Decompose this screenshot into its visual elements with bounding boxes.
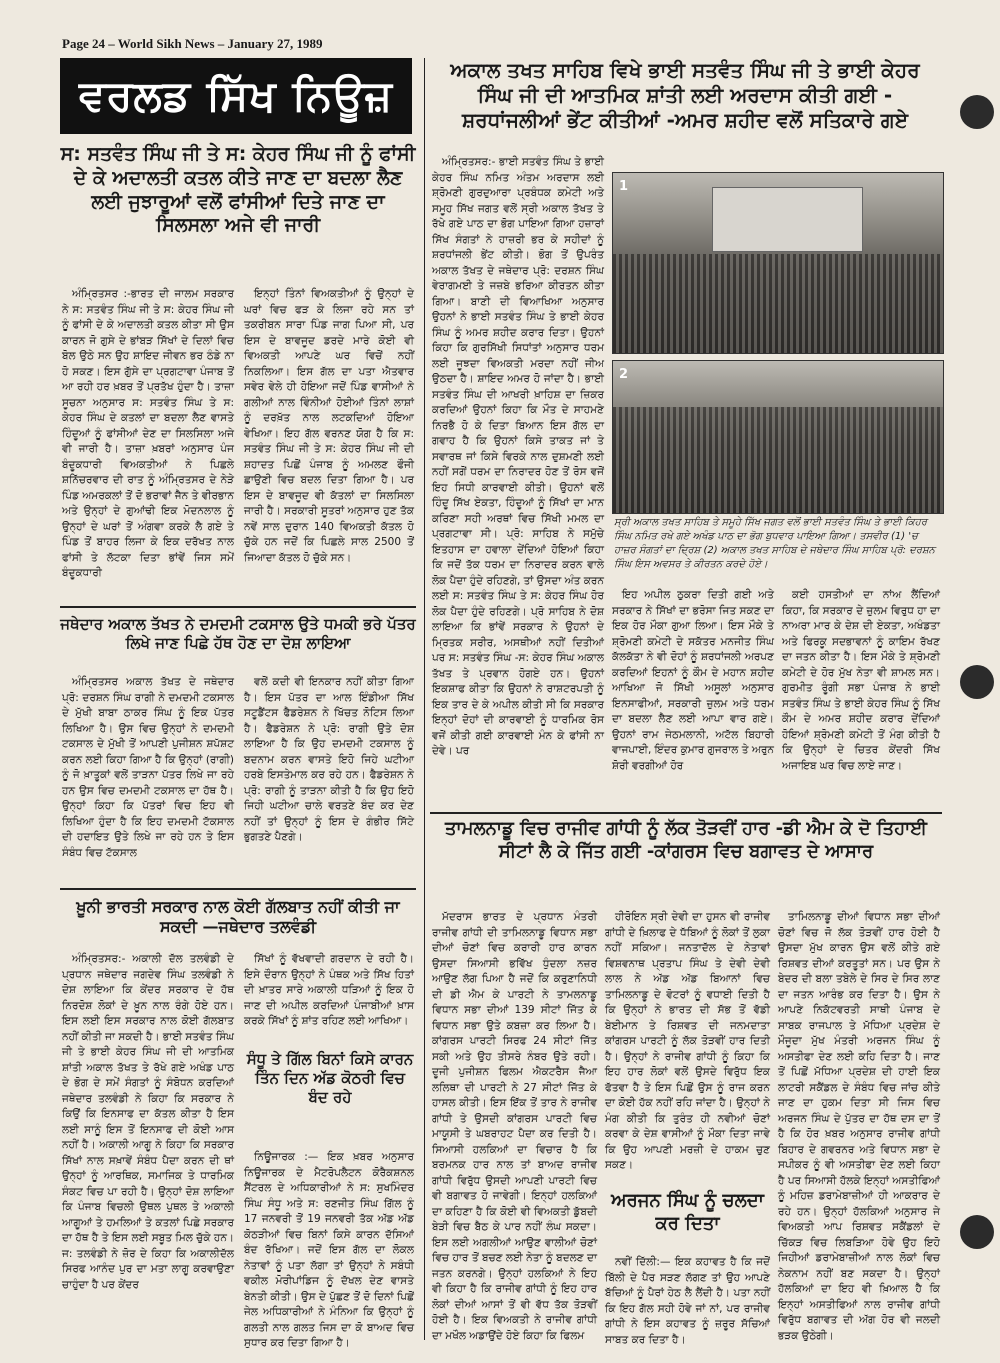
story2-col1 [62,675,234,875]
story2-col2-text: ਵਲੋਂ ਕਦੀ ਵੀ ਇਨਕਾਰ ਨਹੀਂ ਕੀਤਾ ਗਿਆ ਹੈ। ਇਸ ਪੱਤਰ ਦਾ ਆਲ ਇੰਡੀਆ ਸਿੱਖ ਸਟੂਡੈਂਟਸ ਫੈਡਰੇਸ਼ਨ ਨੇ ਖਿੱਚਤ ਨੋਟਿਸ ਲਿਆ ਹੈ। ਫੈਡਰੇਸ਼ਨ ਨੇ ਪ੍ਰੋ: ਰਾਗੀ ਉਤੇ ਦੋਸ਼ ਲਾਇਆ ਹੈ ਕਿ ਉਹ ਦਮਦਮੀ ਟਕਸਾਲ ਨੂੰ ਬਦਨਾਮ ਕਰਨ ਵਾਸਤੇ ਇਹੋ ਜਿਹੇ ਘਟੀਆ ਹਰਬੇ ਇਸਤੇਮਾਲ ਕਰ ਰਹੇ ਹਨ। ਫੈਡਰੇਸ਼ਨ ਨੇ ਪ੍ਰੋ: ਰਾਗੀ ਨੂੰ ਤਾੜਨਾ ਕੀਤੀ ਹੈ ਕਿ ਉਹ ਇਹੋ ਜਿਹੀ ਘਟੀਆ ਚਾਲੇ ਵਰਤਣੇ ਬੰਦ ਕਰ ਦੇਣ ਨਹੀਂ ਤਾਂ ਉਨ੍ਹਾਂ ਨੂੰ ਇਸ ਦੇ ਗੰਭੀਰ ਸਿੱਟੇ ਭੁਗਤਣੇ ਪੈਣਗੇ। [244,676,414,843]
photo-kirtan [612,360,944,514]
story6-col2-text: ਹੀਰੋਇਨ ਸ੍ਰੀ ਦੇਵੀ ਦਾ ਹੁਸਨ ਵੀ ਰਾਜੀਵ ਗਾਂਧੀ ਦੇ ਖ਼ਿਲਾਫ ਦੇ ਧੱਬਿਆਂ ਨੂੰ ਲੋਕਾਂ ਤੋਂ ਲੁਕਾ ਨਹੀਂ ਸਕਿਆ। ਜਨਤਾਦੱਲ ਦੇ ਨੇਤਾਵਾਂ ਵਿਸ਼ਵਨਾਥ ਪ੍ਰਤਾਪ ਸਿੰਘ ਤੇ ਦੇਵੀ ਦੇਵੀ ਲਾਲ ਨੇ ਅੱਡ ਅੱਡ ਬਿਆਨਾਂ ਵਿਚ ਤਾਮਿਲਨਾਡੂ ਦੇ ਵੋਟਰਾਂ ਨੂੰ ਵਧਾਈ ਦਿਤੀ ਹੈ ਕਿ ਉਨ੍ਹਾਂ ਨੇ ਭਾਰਤ ਦੀ ਸੱਭ ਤੋਂ ਵੱਡੀ ਬੇਈਮਾਨ ਤੇ ਰਿਸ਼ਵਤ ਦੀ ਜਨਮਦਾਤਾ ਕਾਂਗਰਸ ਪਾਰਟੀ ਨੂੰ ਲੱਕ ਤੋੜਵੀਂ ਹਾਰ ਦਿਤੀ ਹੈ। ਉਨ੍ਹਾਂ ਨੇ ਰਾਜੀਵ ਗਾਂਧੀ ਨੂੰ ਕਿਹਾ ਕਿ ਇਹ ਹਾਰ ਲੋਕਾਂ ਵਲੋਂ ਉਸਦੇ ਵਿਰੁੱਧ ਇਕ ਫੱਤਵਾ ਹੈ ਤੇ ਇਸ ਪਿਛੋਂ ਉਸ ਨੂੰ ਰਾਜ ਕਰਨ ਦਾ ਕੋਈ ਹੱਕ ਨਹੀਂ ਰਹਿ ਜਾਂਦਾ ਹੈ। ਉਨ੍ਹਾਂ ਨੇ ਮੰਗ ਕੀਤੀ ਕਿ ਤੁਰੰਤ ਹੀ ਨਵੀਆਂ ਚੋਣਾਂ ਕਰਵਾ ਕੇ ਦੇਸ਼ ਵਾਸੀਆਂ ਨੂੰ ਮੌਕਾ ਦਿਤਾ ਜਾਵੇ ਕਿ ਉਹ ਆਪਣੀ ਮਰਜ਼ੀ ਦੇ ਹਾਕਮ ਚੁਣ ਸਕਣ। [605,911,770,1171]
divider [60,606,416,608]
story1-col2 [244,287,414,589]
photo-label: 1 [619,179,629,194]
story3-col2-text: ਸਿੱਖਾਂ ਨੂੰ ਵੱਖਵਾਦੀ ਗਰਦਾਨ ਦੇ ਰਹੀ ਹੈ। ਇਸੇ ਦੌਰਾਨ ਉਨ੍ਹਾਂ ਨੇ ਪੰਥਕ ਅਤੇ ਸਿੱਖ ਹਿਤਾਂ ਦੀ ਖ਼ਾਤਰ ਸਾਰੇ ਅਕਾਲੀ ਧੜਿਆਂ ਨੂੰ ਇਕ ਹੋ ਜਾਣ ਦੀ ਅਪੀਲ ਕਰਦਿਆਂ ਪੰਜਾਬੀਆਂ ਖ਼ਾਸ ਕਰਕੇ ਸਿੱਖਾਂ ਨੂੰ ਸ਼ਾਂਤ ਰਹਿਣ ਲਈ ਆਖਿਆ। [244,953,414,1027]
story2-headline: ਜਥੇਦਾਰ ਅਕਾਲ ਤੱਖਤ ਨੇ ਦਮਦਮੀ ਟਕਸਾਲ ਉਤੇ ਧਮਕੀ ਭਰੇ ਪੱਤਰ ਲਿਖੇ ਜਾਣ ਪਿਛੇ ਹੱਥ ਹੋਣ ਦਾ ਦੋਸ਼ ਲਾਇਆ [60,615,416,652]
binder-hole [960,665,994,699]
story5-col3-text: ਕਈ ਹਸਤੀਆਂ ਦਾ ਨਾਂਅ ਲੈਂਦਿਆਂ ਕਿਹਾ, ਕਿ ਸਰਕਾਰ ਦੇ ਜ਼ੁਲਮ ਵਿਰੁਧ ਹਾ ਦਾ ਨਾਅਰਾ ਮਾਰ ਕੇ ਦੇਸ਼ ਦੀ ਏਕਤਾ, ਅਖੰਡਤਾ ਅਤੇ ਫਿਰਕੂ ਸਦਭਾਵਨਾਂ ਨੂੰ ਕਾਇਮ ਰੱਖਣ ਦਾ ਜਤਨ ਕੀਤਾ ਹੈ। ਇਸ ਮੌਕੇ ਤੇ ਸ਼੍ਰੋਮਣੀ ਕਮੇਟੀ ਦੇ ਹੋਰ ਮੁੱਖ ਨੇਤਾ ਵੀ ਸ਼ਾਮਲ ਸਨ। ਗੁਰਮੀਤ ਰੂੰਗੀ ਸਭਾ ਪੰਜਾਬ ਨੇ ਭਾਈ ਸਤਵੰਤ ਸਿੰਘ ਤੇ ਭਾਈ ਕੇਹਰ ਸਿੰਘ ਨੂੰ ਸਿੱਖ ਕੌਮ ਦੇ ਅਮਰ ਸ਼ਹੀਦ ਕਰਾਰ ਦੇਂਦਿਆਂ ਹੋਇਆਂ ਸ਼੍ਰੋਮਣੀ ਕਮੇਟੀ ਤੋਂ ਮੰਗ ਕੀਤੀ ਹੈ ਕਿ ਉਨ੍ਹਾਂ ਦੇ ਚਿਤਰ ਕੇਂਦਰੀ ਸਿੱਖ ਅਜਾਇਬ ਘਰ ਵਿਚ ਲਾਏ ਜਾਣ। [782,589,940,772]
binder-hole [960,95,994,129]
story6-col2 [605,910,770,1171]
story4-col1 [244,1150,414,1349]
binder-hole [960,1215,994,1249]
story1-col1-text: ਅੰਮ੍ਰਿਤਸਰ :-ਭਾਰਤ ਦੀ ਜਾਲਮ ਸਰਕਾਰ ਨੇ ਸ: ਸਤਵੰਤ ਸਿੰਘ ਜੀ ਤੇ ਸ: ਕੇਹਰ ਸਿੰਘ ਜੀ ਨੂੰ ਫਾਂਸੀ ਦੇ ਕੇ ਅਦਾਲਤੀ ਕਤਲ ਕੀਤਾ ਸੀ ਉਸ ਕਾਰਨ ਜੋ ਗੁਸੇ ਦੇ ਭਾਂਬੜ ਸਿੱਖਾਂ ਦੇ ਦਿਲਾਂ ਵਿਚ ਬੋਲ ਉਠੇ ਸਨ ਉਹ ਸ਼ਾਇਦ ਜੀਵਨ ਭਰ ਠੰਡੇ ਨਾ ਹੋ ਸਕਣ। ਇਸ ਗੁੱਸੇ ਦਾ ਪ੍ਰਗਟਾਵਾ ਪੰਜਾਬ ਤੋਂ ਆ ਰਹੀ ਹਰ ਖ਼ਬਰ ਤੋਂ ਪ੍ਰਤੱਖ ਹੁੰਦਾ ਹੈ। ਤਾਜ਼ਾ ਸੂਚਨਾ ਅਨੁਸਾਰ ਸ: ਸਤਵੰਤ ਸਿੰਘ ਤੇ ਸ: ਕੇਹਰ ਸਿੰਘ ਦੇ ਕਤਲਾਂ ਦਾ ਬਦਲਾ ਲੈਣ ਵਾਸਤੇ ਹਿੰਦੂਆਂ ਨੂੰ ਫਾਂਸੀਆਂ ਦੇਣ ਦਾ ਸਿਲਸਿਲਾ ਅਜੇ ਵੀ ਜਾਰੀ ਹੈ। ਤਾਜ਼ਾ ਖ਼ਬਰਾਂ ਅਨੁਸਾਰ ਪੰਜ ਬੰਦੂਕਧਾਰੀ ਵਿਅਕਤੀਆਂ ਨੇ ਪਿਛਲੇ ਸ਼ਨਿੱਚਰਵਾਰ ਦੀ ਰਾਤ ਨੂੰ ਅੰਮ੍ਰਿਤਸਰ ਦੇ ਨੇੜੇ ਪਿੰਡ ਅਮਰਕਲਾਂ ਤੋਂ ਦੋ ਭਰਾਵਾਂ ਜੈਨ ਤੇ ਵੀਰਭਾਨ ਅਤੇ ਉਨ੍ਹਾਂ ਦੇ ਗੁਆਂਢੀ ਇਕ ਮੋਦਨਲਾਲ ਨੂੰ ਉਨ੍ਹਾਂ ਦੇ ਘਰਾਂ ਤੋਂ ਅੰਗਵਾ ਕਰਕੇ ਲੈ ਗਏ ਤੇ ਪਿੰਡ ਤੋਂ ਬਾਹਰ ਲਿਜਾ ਕੇ ਇਕ ਦਰੱਖਤ ਨਾਲ ਫਾਂਸੀ ਤੇ ਲੱਟਕਾ ਦਿਤਾ ਭਾਂਵੇਂ ਜਿਸ ਸਮੇਂ ਬੰਦੂਕਧਾਰੀ [62,288,234,579]
story7-col1-text: ਨਵੀਂ ਦਿੱਲੀ:— ਇਕ ਕਹਾਵਤ ਹੈ ਕਿ ਜਦੋਂ ਬਿੱਲੀ ਦੇ ਪੈਰ ਸੜਣ ਲੱਗਣ ਤਾਂ ਉਹ ਆਪਣੇ ਬੱਚਿਆਂ ਨੂੰ ਪੈਰਾਂ ਹੇਠ ਲੈ ਲੈਂਦੀ ਹੈ। ਪਤਾ ਨਹੀਂ ਕਿ ਇਹ ਗੱਲ ਸਹੀ ਹੋਵੇ ਜਾਂ ਨਾਂ, ਪਰ ਰਾਜੀਵ ਗਾਂਧੀ ਨੇ ਇਸ ਕਹਾਵਤ ਨੂੰ ਜ਼ਰੂਰ ਸੱਚਿਆਂ ਸਾਬਤ ਕਰ ਦਿਤਾ ਹੈ। [605,1256,770,1346]
story7-headline: ਅਰਜਨ ਸਿੰਘ ਨੂੰ ਚਲਦਾ ਕਰ ਦਿਤਾ [611,1190,764,1234]
photo-label: 2 [619,367,629,382]
masthead: ਵਰਲਡ ਸਿੱਖ ਨਿਊਜ਼ [60,58,412,134]
story3-col1 [62,952,234,1340]
crowd-shape [613,254,943,353]
story5-col2-text: ਇਹ ਅਪੀਲ ਠੁਕਰਾ ਦਿਤੀ ਗਈ ਅਤੇ ਸਰਕਾਰ ਨੇ ਸਿੱਖਾਂ ਦਾ ਭਰੋਸਾ ਜਿਤ ਸਕਣ ਦਾ ਇਕ ਹੋਰ ਮੌਕਾ ਗੁਆ ਲਿਆ। ਇਸ ਮੌਕੇ ਤੇ ਸ਼੍ਰੋਮਣੀ ਕਮੇਟੀ ਦੇ ਸਕੱਤਰ ਮਨਜੀਤ ਸਿੰਘ ਕੱਲਕੱਤਾ ਨੇ ਵੀ ਦੋਹਾਂ ਨੂੰ ਸ਼ਰਧਾਂਜਲੀ ਅਰਪਣ ਕਰਦਿਆਂ ਇਹਨਾਂ ਨੂੰ ਕੌਮ ਦੇ ਮਹਾਨ ਸ਼ਹੀਦ ਆਖਿਆ ਜੋ ਸਿੱਖੀ ਅਸੂਲਾਂ ਅਨੁਸਾਰ ਇਨਸਾਫੀਆਂ, ਸਰਕਾਰੀ ਜ਼ੁਲਮ ਅਤੇ ਧਰਮ ਦਾ ਬਦਲਾ ਲੈਣ ਲਈ ਆਪਾ ਵਾਰ ਗਏ। ਉਹਨਾਂ ਰਾਮ ਜੇਠਮਲਾਨੀ, ਅਟੱਲ ਬਿਹਾਰੀ ਵਾਜਪਾਈ, ਇੰਦਰ ਕੁਮਾਰ ਗੁਜਰਾਲ ਤੇ ਅਰੁਨ ਸ਼ੋਰੀ ਵਰਗੀਆਂ ਹੋਰ [612,589,774,772]
story6-col1 [432,910,597,1340]
story2-col1-text: ਅੰਮ੍ਰਿਤਸਰ ਅਕਾਲ ਤੱਖਤ ਦੇ ਜਥੇਦਾਰ ਪ੍ਰੋ: ਦਰਸ਼ਨ ਸਿੰਘ ਰਾਗੀ ਨੇ ਦਮਦਮੀ ਟਕਸਾਲ ਦੇ ਮੁੱਖੀ ਬਾਬਾ ਠਾਕਰ ਸਿੰਘ ਨੂੰ ਇਕ ਪੱਤਰ ਲਿਖਿਆ ਹੈ। ਉਸ ਵਿਚ ਉਨ੍ਹਾਂ ਨੇ ਦਮਦਮੀ ਟਕਸਾਲ ਦੇ ਮੁੱਖੀ ਤੋਂ ਆਪਣੀ ਪੁਜੀਸ਼ਨ ਸ਼ਪੱਸ਼ਟ ਕਰਨ ਲਈ ਕਿਹਾ ਗਿਆ ਹੈ ਕਿ ਉਨ੍ਹਾਂ (ਰਾਗੀ) ਨੂੰ ਜੋ ਖ਼ਾਤੂਕਾਂ ਵਲੋਂ ਤਾੜਨਾ ਪੱਤਰ ਲਿਖੇ ਜਾ ਰਹੇ ਹਨ ਉਸ ਵਿਚ ਦਮਦਮੀ ਟਕਸਾਲ ਦਾ ਹੱਥ ਹੈ। ਉਨ੍ਹਾਂ ਕਿਹਾ ਕਿ ਪੱਤਰਾਂ ਵਿਚ ਇਹ ਵੀ ਲਿਖਿਆ ਹੁੰਦਾ ਹੈ ਕਿ ਇਹ ਦਮਦਮੀ ਟੱਕਸਾਲ ਦੀ ਹਦਾਇਤ ਉਤੇ ਲਿਖੇ ਜਾ ਰਹੇ ਹਨ ਤੇ ਇਸ ਸੰਬੰਧ ਵਿਚ ਟੱਕਸਾਲ [62,676,234,859]
story7-col1 [605,1255,770,1346]
building-shape [712,187,863,252]
story1-headline: ਸ: ਸਤਵੰਤ ਸਿੰਘ ਜੀ ਤੇ ਸ: ਕੇਹਰ ਸਿੰਘ ਜੀ ਨੂੰ ਫਾਂਸੀ ਦੇ ਕੇ ਅਦਾਲਤੀ ਕਤਲ ਕੀਤੇ ਜਾਣ ਦਾ ਬਦਲਾ ਲੈਣ ਲਈ ਜੁਝਾਰੂਆਂ ਵਲੋਂ ਫਾਂਸੀਆਂ ਦਿਤੇ ਜਾਣ ਦਾ ਸਿਲਸਲਾ ਅਜੇ ਵੀ ਜਾਰੀ [60,143,416,237]
story5-headline: ਅਕਾਲ ਤਖਤ ਸਾਹਿਬ ਵਿਖੇ ਭਾਈ ਸਤਵੰਤ ਸਿੰਘ ਜੀ ਤੇ ਭਾਈ ਕੇਹਰ ਸਿੰਘ ਜੀ ਦੀ ਆਤਮਿਕ ਸ਼ਾਂਤੀ ਲਈ ਅਰਦਾਸ ਕੀਤੀ ਗਈ - ਸ਼ਰਧਾਂਜਲੀਆਂ ਭੇਂਟ ਕੀਤੀਆਂ -ਅਮਰ ਸ਼ਹੀਦ ਵਲੋਂ ਸਤਿਕਾਰੇ ਗਏ [450,58,920,132]
crowd-shape [613,407,943,513]
story5-col1-text: ਅੰਮ੍ਰਿਤਸਰ:- ਭਾਈ ਸਤਵੰਤ ਸਿੰਘ ਤੇ ਭਾਈ ਕੇਹਰ ਸਿੰਘ ਨਮਿਤ ਅੰਤਮ ਅਰਦਾਸ ਲਈ ਸ਼੍ਰੋਮਣੀ ਗੁਰਦੁਆਰਾ ਪ੍ਰਬੰਧਕ ਕਮੇਟੀ ਅਤੇ ਸਮੂਹ ਸਿੱਖ ਜਗਤ ਵਲੋਂ ਸ੍ਰੀ ਅਕਾਲ ਤੱਖਤ ਤੇ ਰੱਖੇ ਗਏ ਪਾਠ ਦਾ ਭੋਗ ਪਾਇਆ ਗਿਆ ਹਜ਼ਾਰਾਂ ਸਿੱਖ ਸੰਗਤਾਂ ਨੇ ਹਾਜ਼ਰੀ ਭਰ ਕੇ ਸਹੀਦਾਂ ਨੂੰ ਸ਼ਰਧਾਂਜਲੀ ਭੇਂਟ ਕੀਤੀ। ਭੋਗ ਤੋਂ ਉਪਰੰਤ ਅਕਾਲ ਤੱਖਤ ਦੇ ਜਥੇਦਾਰ ਪ੍ਰੋ: ਦਰਸ਼ਨ ਸਿੰਘ ਵੇਰਾਗਮਈ ਤੇ ਜਜ਼ਬੇ ਭਰਿਆ ਕੀਰਤਨ ਕੀਤਾ ਗਿਆ। ਬਾਣੀ ਦੀ ਵਿਆਖਿਆ ਅਨੁਸਾਰ ਉਹਨਾਂ ਨੇ ਭਾਈ ਸਤਵੰਤ ਸਿੰਘ ਤੇ ਭਾਈ ਕੇਹਰ ਸਿੰਘ ਨੂੰ ਅਮਰ ਸ਼ਹੀਦ ਕਰਾਰ ਦਿਤਾ। ਉਹਨਾਂ ਕਿਹਾ ਕਿ ਗੁਰਸਿੱਖੀ ਸਿਧਾਂਤਾਂ ਅਨੁਸਾਰ ਧਰਮ ਲਈ ਜੂਝਦਾ ਵਿਅਕਤੀ ਮਰਦਾ ਨਹੀਂ ਜੀਅ ਉਠਦਾ ਹੈ। ਸ਼ਾਇਦ ਅਮਰ ਹੋ ਜਾਂਦਾ ਹੈ। ਭਾਈ ਸਤਵੰਤ ਸਿੰਘ ਦੀ ਆਖਰੀ ਖ਼ਾਹਿਸ਼ ਦਾ ਜ਼ਿਕਰ ਕਰਦਿਆਂ ਉਹਨਾਂ ਕਿਹਾ ਕਿ ਮੌਤ ਦੇ ਸਾਹਮਣੇ ਨਿਰਭੈ ਹੋ ਕੇ ਦਿਤਾ ਬਿਆਨ ਇਸ ਗੱਲ ਦਾ ਗਵਾਹ ਹੈ ਕਿ ਉਹਨਾਂ ਕਿਸੇ ਤਾਕਤ ਜਾਂ ਤੇ ਸਵਾਰਥ ਜਾਂ ਕਿਸੇ ਵਿਰਕੇ ਨਾਲ ਦੁਸ਼ਮਣੀ ਲਈ ਨਹੀਂ ਸਗੋਂ ਧਰਮ ਦਾ ਨਿਰਾਦਰ ਹੋਣ ਤੋਂ ਰੋਸ ਵਜੋਂ ਇਹ ਸਿਧੀ ਕਾਰਵਾਈ ਕੀਤੀ। ਉਹਨਾਂ ਵਲੋਂ ਹਿੰਦੂ ਸਿੱਖ ਏਕਤਾ, ਹਿੰਦੂਆਂ ਨੂੰ ਸਿੱਖਾਂ ਦਾ ਮਾਨ ਕਰਿਣਾ ਸਹੀ ਅਰਥਾਂ ਵਿਚ ਸਿੱਖੀ ਮਮਲ ਦਾ ਪ੍ਰਗਟਾਵਾ ਸੀ। ਪ੍ਰੋ: ਸਾਹਿਬ ਨੇ ਸਮੁੱਚੇ ਇਤਹਾਸ ਦਾ ਹਵਾਲਾ ਦੇਂਦਿਆਂ ਹੋਇਆਂ ਕਿਹਾ ਕਿ ਜਦੋਂ ਤੱਕ ਧਰਮ ਦਾ ਨਿਰਾਦਰ ਕਰਨ ਵਾਲੇ ਲੋਕ ਪੈਦਾ ਹੁੰਦੇ ਰਹਿਣਗੇ, ਤਾਂ ਉਸਦਾ ਅੰਤ ਕਰਨ ਲਈ ਸ: ਸਤਵੰਤ ਸਿੰਘ ਤੇ ਸ: ਕੇਹਰ ਸਿੰਘ ਹੋਰ ਲੋਕ ਪੈਦਾ ਹੁੰਦੇ ਰਹਿਣਗੇ। ਪ੍ਰੋ ਸਾਹਿਬ ਨੇ ਦੋਸ਼ ਲਾਇਆ ਕਿ ਭਾਂਵੇਂ ਸਰਕਾਰ ਨੇ ਉਹਨਾਂ ਦੇ ਮ੍ਰਿਤਕ ਸਰੀਰ, ਅਸਥੀਆਂ ਨਹੀਂ ਦਿਤੀਆਂ ਪਰ ਸ: ਸਤਵੰਤ ਸਿੰਘ -ਸ: ਕੇਹਰ ਸਿੰਘ ਅਕਾਲ ਤੱਖਤ ਤੇ ਪ੍ਰਵਾਨ ਹੋਗਏ ਹਨ। ਉਹਨਾਂ ਇਕਸ਼ਾਫ ਕੀਤਾ ਕਿ ਉਹਨਾਂ ਨੇ ਰਾਸ਼ਟਰਪਤੀ ਨੂੰ ਇਕ ਤਾਰ ਦੇ ਕੇ ਅਪੀਲ ਕੀਤੀ ਸੀ ਕਿ ਸਰਕਾਰ ਇਨ੍ਹਾਂ ਦੋਹਾਂ ਦੀ ਕਾਰਵਾਈ ਨੂੰ ਧਾਰਮਿਕ ਰੋਸ ਵਜੋਂ ਕੀਤੀ ਗਈ ਕਾਰਵਾਈ ਮੰਨ ਕੇ ਫਾਂਸੀ ਨਾ ਦੇਵੇ। ਪਰ [432,156,604,757]
story5-col3 [782,588,940,808]
column-rule [424,58,425,1340]
story6-col1-text: ਮੱਦਰਾਸ ਭਾਰਤ ਦੇ ਪ੍ਰਧਾਨ ਮੰਤਰੀ ਰਾਜੀਵ ਗਾਂਧੀ ਦੀ ਤਾਮਿਲਨਾਡੂ ਵਿਧਾਨ ਸਭਾ ਦੀਆਂ ਚੋਣਾਂ ਵਿਚ ਕਰਾਰੀ ਹਾਰ ਕਾਰਨ ਉਸਦਾ ਸਿਆਸੀ ਭਵਿੱਖ ਧੁੰਦਲਾ ਨਜ਼ਰ ਆਉਣ ਲੱਗ ਪਿਆ ਹੈ ਜਦੋਂ ਕਿ ਕਰੁਣਾਨਿਧੀ ਦੀ ਡੀ ਐਮ ਕੇ ਪਾਰਟੀ ਨੇ ਤਾਮਲਨਾਡੂ ਵਿਧਾਨ ਸਭਾ ਦੀਆਂ 139 ਸੀਟਾਂ ਜਿੱਤ ਕੇ ਵਿਧਾਨ ਸਭਾ ਉਤੇ ਕਬਜ਼ਾ ਕਰ ਲਿਆ ਹੈ। ਕਾਂਗਰਸ ਪਾਰਟੀ ਸਿਰਫ 24 ਸੀਟਾਂ ਜਿੱਤ ਸਕੀ ਅਤੇ ਉਹ ਤੀਸਰੇ ਨੰਬਰ ਉਤੇ ਰਹੀ। ਦੂਜੀ ਪੁਜੀਸ਼ਨ ਫਿਲਮ ਐਕਟਰੈਸ ਜੈਆ ਲਲਿਥਾ ਦੀ ਪਾਰਟੀ ਨੇ 27 ਸੀਟਾਂ ਜਿੱਤ ਕੇ ਹਾਸਲ ਕੀਤੀ। ਇਸ ਇੱਕ ਤੋਂ ਤਾਰ ਨੇ ਰਾਜੀਵ ਗਾਂਧੀ ਤੇ ਉਸਦੀ ਕਾਂਗਰਸ ਪਾਰਟੀ ਵਿਚ ਮਾਯੂਸੀ ਤੇ ਘਬਰਾਹਟ ਪੈਦਾ ਕਰ ਦਿਤੀ ਹੈ। ਸਿਆਸੀ ਹਲਕਿਆਂ ਦਾ ਵਿਚਾਰ ਹੈ ਕਿ ਬਰਮਨਕ ਹਾਰ ਨਾਲ ਤਾਂ ਬਾਅਦ ਰਾਜੀਵ ਗਾਂਧੀ ਵਿਰੁੱਧ ਉਸਦੀ ਆਪਣੀ ਪਾਰਟੀ ਵਿਚ ਵੀ ਬਗਾਵਤ ਹੋ ਜਾਵੇਗੀ। ਇਨ੍ਹਾਂ ਹਲਕਿਆਂ ਦਾ ਕਹਿਣਾ ਹੈ ਕਿ ਕੋਈ ਵੀ ਵਿਅਕਤੀ ਡੁੱਬਦੀ ਬੇੜੀ ਵਿਚ ਬੈਠ ਕੇ ਪਾਰ ਨਹੀਂ ਲੰਘ ਸਕਦਾ। ਇਸ ਲਈ ਅਗਲੀਆਂ ਆਉਣ ਵਾਲੀਆਂ ਚੋਣਾਂ ਵਿਚ ਹਾਰ ਤੋਂ ਬਚਣ ਲਈ ਨੇਤਾ ਨੂੰ ਬਦਲਣ ਦਾ ਜਤਨ ਕਰਨਗੇ। ਉਨ੍ਹਾਂ ਹਲਕਿਆਂ ਨੇ ਇਹ ਵੀ ਕਿਹਾ ਹੈ ਕਿ ਰਾਜੀਵ ਗਾਂਧੀ ਨੂੰ ਇਹ ਹਾਰ ਲੋਕਾਂ ਦੀਆਂ ਆਸਾਂ ਤੋਂ ਵੀ ਵੱਧ ਤੱਕ ਤੋੜਵੀਂ ਹੋਈ ਹੈ। ਇਕ ਵਿਅਕਤੀ ਨੇ ਰਾਜੀਵ ਗਾਂਧੀ ਦਾ ਮਖੌਲ ਅਡਾਉਂਦੇ ਹੋਏ ਕਿਹਾ ਕਿ ਫਿਲਮ [432,911,597,1342]
divider [60,888,416,890]
story6-headline: ਤਾਮਲਨਾਡੂ ਵਿਚ ਰਾਜੀਵ ਗਾਂਧੀ ਨੂੰ ਲੱਕ ਤੋੜਵੀਂ ਹਾਰ -ਡੀ ਐਮ ਕੇ ਦੋ ਤਿਹਾਈ ਸੀਟਾਂ ਲੈ ਕੇ ਜਿੱਤ ਗਈ -ਕਾਂਗਰਸ ਵਿਚ ਬਗਾਵਤ ਦੇ ਆਸਾਰ [444,818,928,862]
story1-col2-text: ਇਨ੍ਹਾਂ ਤਿੰਨਾਂ ਵਿਅਕਤੀਆਂ ਨੂੰ ਉਨ੍ਹਾਂ ਦੇ ਘਰਾਂ ਵਿਚ ਫੜ ਕੇ ਲਿਜਾ ਰਹੇ ਸਨ ਤਾਂ ਤਕਰੀਬਨ ਸਾਰਾ ਪਿੰਡ ਜਾਗ ਪਿਆ ਸੀ, ਪਰ ਇਸ ਦੇ ਬਾਵਜੂਦ ਡਰਦੇ ਮਾਰੇ ਕੋਈ ਵੀ ਵਿਅਕਤੀ ਆਪਣੇ ਘਰ ਵਿਚੋਂ ਨਹੀਂ ਨਿਕਲਿਆ। ਇਸ ਗੱਲ ਦਾ ਪਤਾ ਐਤਵਾਰ ਸਵੇਰ ਵੇਲੇ ਹੀ ਹੋਇਆ ਜਦੋਂ ਪਿੰਡ ਵਾਸੀਆਂ ਨੇ ਗਲੀਆਂ ਨਾਲ ਵਿੰਨੀਆਂ ਹੋਈਆਂ ਤਿੰਨਾਂ ਲਾਸ਼ਾਂ ਨੂੰ ਦਰਖ਼ੱਤ ਨਾਲ ਲਟਕਦਿਆਂ ਹੋਇਆ ਵੇਖਿਆ। ਇਹ ਗੱਲ ਵਰਨਣ ਯੋਗ ਹੈ ਕਿ ਸ: ਸਤਵੰਤ ਸਿੰਘ ਜੀ ਤੇ ਸ: ਕੇਹਰ ਸਿੰਘ ਜੀ ਦੀ ਸ਼ਹਾਦਤ ਪਿਛੋਂ ਪੰਜਾਬ ਨੂੰ ਅਮਲਣ ਫੌਜੀ ਛਾਉਣੀ ਵਿਚ ਬਦਲ ਦਿਤਾ ਗਿਆ ਹੈ। ਪਰ ਇਸ ਦੇ ਬਾਵਜੂਦ ਵੀ ਕੱਤਲਾਂ ਦਾ ਸਿਲਸਿਲਾ ਜਾਰੀ ਹੈ। ਸਰਕਾਰੀ ਸੂਤਰਾਂ ਅਨੁਸਾਰ ਹੁਣ ਤੱਕ ਨਵੇਂ ਸਾਲ ਦੁਰਾਨ 140 ਵਿਅਕਤੀ ਕੱਤਲ ਹੋ ਚੁੱਕੇ ਹਨ ਜਦੋਂ ਕਿ ਪਿਛਲੇ ਸਾਲ 2500 ਤੋਂ ਜਿਆਦਾ ਕੱਤਲ ਹੋ ਚੁੱਕੇ ਸਨ। [244,288,414,564]
story3-col2 [244,952,414,1044]
divider [430,812,942,814]
story5-col1 [432,155,604,808]
photo-gathering-crowd [612,172,944,354]
story6-col3-text: ਤਾਮਿਲਨਾਡੂ ਦੀਆਂ ਵਿਧਾਨ ਸਭਾ ਦੀਆਂ ਚੋਣਾਂ ਵਿਚ ਜੋ ਲੱਕ ਤੋੜਵੀਂ ਹਾਰ ਹੋਈ ਹੈ ਉਸਦਾ ਮੁੱਖ ਕਾਰਨ ਉਸ ਵਲੋਂ ਕੀਤੇ ਗਏ ਰਿਸ਼ਵਤ ਦੀਆਂ ਕਰਤੂਤਾਂ ਸਨ। ਪਰ ਉਸ ਨੇ ਬੇਦਰ ਦੀ ਬਲਾ ਤਬੇਲੇ ਦੇ ਸਿਰ ਦੇ ਸਿਰ ਲਾਣ ਦਾ ਜਤਨ ਆਰੰਭ ਕਰ ਦਿਤਾ ਹੈ। ਉਸ ਨੇ ਆਪਣੇ ਨਿਕੱਟਵਰਤੀ ਸਾਥੀ ਪੰਜਾਬ ਦੇ ਸਾਬਕ ਰਾਜਪਾਲ ਤੇ ਮੱਧਿਆ ਪ੍ਰਦੇਸ਼ ਦੇ ਮੌਜੂਦਾ ਮੁੱਖ ਮੰਤਰੀ ਅਰਜਨ ਸਿੰਘ ਨੂੰ ਅਸਤੀਫਾ ਦੇਣ ਲਈ ਕਹਿ ਦਿਤਾ ਹੈ। ਜਾਣ ਤੋਂ ਪਿਛੋਂ ਮੱਧਿਆ ਪ੍ਰਦੇਸ਼ ਦੀ ਹਾਈ ਇਕ ਲਾਟਰੀ ਸਕੈਂਡਲ ਦੇ ਸੰਬੰਧ ਵਿਚ ਜਾਂਚ ਕੀਤੇ ਜਾਣ ਦਾ ਹੁਕਮ ਦਿਤਾ ਸੀ ਜਿਸ ਵਿਚ ਅਰਜਨ ਸਿੰਘ ਦੇ ਪੁੱਤਰ ਦਾ ਹੱਥ ਦਸ ਦਾ ਤੋਂ ਹੈ ਕਿ ਹੋਰ ਖ਼ਬਰ ਅਨੁਸਾਰ ਰਾਜੀਵ ਗਾਂਧੀ ਬਿਹਾਰ ਦੇ ਗਵਰਨਰ ਅਤੇ ਵਿਧਾਨ ਸਭਾ ਦੇ ਸਪੀਕਰ ਨੂੰ ਵੀ ਅਸਤੀਫਾ ਦੇਣ ਲਈ ਕਿਹਾ ਹੈ ਪਰ ਸਿਆਸੀ ਹੱਲਕੇ ਇਨ੍ਹਾਂ ਅਸਤੀਫਿਆਂ ਨੂੰ ਮਹਿਜ਼ ਡਰਾਮੇਬਾਜ਼ੀਆਂ ਹੀ ਆਕਰਾਰ ਦੇ ਰਹੇ ਹਨ। ਉਨ੍ਹਾਂ ਹੱਲਕਿਆਂ ਅਨੁਸਾਰ ਜੇ ਵਿਅਕਤੀ ਆਪ ਰਿਸ਼ਵਤ ਸਕੈਂਡਲਾਂ ਦੇ ਚਿੱਕੜ ਵਿਚ ਲਿਬੜਿਆ ਹੋਵੇ ਉਹ ਇਹੋ ਜਿਹੀਆਂ ਡਰਾਮੇਬਾਜ਼ੀਆਂ ਨਾਲ ਲੋਕਾਂ ਵਿਚ ਨੇਕਨਾਮ ਨਹੀਂ ਬਣ ਸਕਦਾ ਹੈ। ਉਨ੍ਹਾਂ ਹੱਲਕਿਆਂ ਦਾ ਇਹ ਵੀ ਖ਼ਿਆਲ ਹੈ ਕਿ ਇਨ੍ਹਾਂ ਅਸਤੀਫਿਆਂ ਨਾਲ ਰਾਜੀਵ ਗਾਂਧੀ ਵਿਰੁੱਧ ਬਗਾਵਤ ਦੀ ਅੱਗ ਹੋਰ ਵੀ ਜਲਦੀ ਭੜਕ ਉਠੇਗੀ। [778,911,940,1342]
story3-headline: ਖ਼ੂਨੀ ਭਾਰਤੀ ਸਰਕਾਰ ਨਾਲ ਕੋਈ ਗੱਲਬਾਤ ਨਹੀਂ ਕੀਤੀ ਜਾ ਸਕਦੀ —ਜਥੇਦਾਰ ਤਲਵੰਡੀ [76,897,400,936]
story2-col2 [244,675,414,875]
page-folio: Page 24 – World Sikh News – January 27, 1989 [62,36,323,51]
story4-headline: ਸੰਧੂ ਤੇ ਗਿੱਲ ਬਿਨਾਂ ਕਿਸੇ ਕਾਰਨ ਤਿੰਨ ਦਿਨ ਅੱਡ ਕੋਠਰੀ ਵਿਚ ਬੰਦ ਰਹੇ [246,1050,414,1106]
story1-col1 [62,287,234,589]
story6-col3 [778,910,940,1340]
story4-col1-text: ਨਿਊਜਾਰਕ :— ਇਕ ਖ਼ਬਰ ਅਨੁਸਾਰ ਨਿਊਜਾਰਕ ਦੇ ਮੈਟਰੋਪਲੈਟਨ ਕੋਰੈਕਸ਼ਨਲ ਸੈਂਟਰਲ ਦੇ ਅਧਿਕਾਰੀਆਂ ਨੇ ਸ: ਸੁਖਮਿੰਦਰ ਸਿੰਘ ਸੰਧੂ ਅਤੇ ਸ: ਰਣਜੀਤ ਸਿੰਘ ਗਿੱਲ ਨੂੰ 17 ਜਨਵਰੀ ਤੋਂ 19 ਜਨਵਰੀ ਤੱਕ ਅੱਡ ਅੱਡ ਕੋਠੜੀਆਂ ਵਿਚ ਬਿਨਾਂ ਕਿਸੇ ਕਾਰਨ ਦੱਸਿਆਂ ਬੰਦ ਰੱਖਿਆ। ਜਦੋਂ ਇਸ ਗੱਲ ਦਾ ਲੋਕਲ ਨੇਤਾਵਾਂ ਨੂੰ ਪਤਾ ਲੱਗਾ ਤਾਂ ਉਨ੍ਹਾਂ ਨੇ ਸਬੰਧੀ ਵਕੀਲ ਮੋਰੀਪਾਂਡਿਜ ਨੂੰ ਦੱਖਲ ਦੇਣ ਵਾਸਤੇ ਬੇਨਤੀ ਕੀਤੀ। ਉਸ ਦੇ ਪੁੱਛਣ ਤੋਂ ਦੋ ਦਿਨਾਂ ਪਿਛੋਂ ਜੇਲ ਅਧਿਕਾਰੀਆਂ ਨੇ ਮੰਨਿਆ ਕਿ ਉਨ੍ਹਾਂ ਨੂੰ ਗਲਤੀ ਨਾਲ ਗਲਤ ਜਿਸ ਦਾ ਕੋ ਬਾਅਦ ਵਿਚ ਸੁਧਾਰ ਕਰ ਦਿਤਾ ਗਿਆ ਹੈ। [244,1151,414,1349]
story3-col1-text: ਅੰਮ੍ਰਿਤਸਰ:- ਅਕਾਲੀ ਦੱਲ ਤਲਵੰਡੀ ਦੇ ਪ੍ਰਧਾਨ ਜਥੇਦਾਰ ਜਗਦੇਵ ਸਿੰਘ ਤਲਵੰਡੀ ਨੇ ਦੋਸ਼ ਲਾਇਆ ਕਿ ਕੇਂਦਰ ਸਰਕਾਰ ਦੇ ਹੱਥ ਨਿਰਦੋਸ਼ ਲੋਕਾਂ ਦੇ ਖ਼ੂਨ ਨਾਲ ਰੰਗੇ ਹੋਏ ਹਨ। ਇਸ ਲਈ ਇਸ ਸਰਕਾਰ ਨਾਲ ਕੋਈ ਗੱਲਬਾਤ ਨਹੀਂ ਕੀਤੀ ਜਾ ਸਕਦੀ ਹੈ। ਭਾਈ ਸਤਵੰਤ ਸਿੰਘ ਜੀ ਤੇ ਭਾਈ ਕੇਹਰ ਸਿੰਘ ਜੀ ਦੀ ਆਤਮਿਕ ਸ਼ਾਂਤੀ ਅਕਾਲ ਤੱਖਤ ਤੇ ਰੱਖੇ ਗਏ ਅਖੰਡ ਪਾਠ ਦੇ ਭੋਗ ਦੇ ਸਮੇਂ ਸੰਗਤਾਂ ਨੂੰ ਸੰਬੋਧਨ ਕਰਦਿਆਂ ਜਥੇਦਾਰ ਤਲਵੰਡੀ ਨੇ ਕਿਹਾ ਕਿ ਸਰਕਾਰ ਨੇ ਕਿਉਂ ਕਿ ਇਨਸਾਫ ਦਾ ਕੱਤਲ ਕੀਤਾ ਹੈ ਇਸ ਲਈ ਸਾਨੂੰ ਇਸ ਤੋਂ ਇਨਸਾਫ ਦੀ ਕੋਈ ਆਸ ਨਹੀਂ ਹੈ। ਅਕਾਲੀ ਆਗੂ ਨੇ ਕਿਹਾ ਕਿ ਸਰਕਾਰ ਸਿੱਖਾਂ ਨਾਲ ਸਖ਼ਾਵੇਂ ਸੰਬੰਧ ਪੈਦਾ ਕਰਨ ਦੀ ਥਾਂ ਉਨ੍ਹਾਂ ਨੂੰ ਆਰਥਿਕ, ਸਮਾਜਿਕ ਤੇ ਧਾਰਮਿਕ ਸੰਕਟ ਵਿਚ ਪਾ ਰਹੀ ਹੈ। ਉਨ੍ਹਾਂ ਦੋਸ਼ ਲਾਇਆ ਕਿ ਪੰਜਾਬ ਵਿਚਲੀ ਉਥਲ ਪੁਥਲ ਤੇ ਅਕਾਲੀ ਆਗੂਆਂ ਤੇ ਹਮਲਿਆਂ ਤੇ ਕਤਲਾਂ ਪਿਛੇ ਸਰਕਾਰ ਦਾ ਹੱਥ ਹੈ ਤੇ ਇਸ ਲਈ ਸਬੂਤ ਮਿਲ ਚੁੱਕੇ ਹਨ। ਜ: ਤਲਵੰਡੀ ਨੇ ਜ਼ੋਰ ਦੇ ਕਿਹਾ ਕਿ ਅਕਾਲੀਦੱਲ ਸਿਰਫ ਆਨੰਦ ਪੁਰ ਦਾ ਮਤਾ ਲਾਗੂ ਕਰਵਾਉਣਾ ਚਾਹੁੰਦਾ ਹੈ ਪਰ ਕੇਂਦਰ [62,953,234,1291]
photo-caption: ਸ੍ਰੀ ਅਕਾਲ ਤਖਤ ਸਾਹਿਬ ਤੇ ਸਮੂਹੇ ਸਿੱਖ ਜਗਤ ਵਲੋਂ ਭਾਈ ਸਤਵੰਤ ਸਿੰਘ ਤੇ ਭਾਈ ਕਿਹਰ ਸਿੰਘ ਨਮਿਤ ਰਖੇ ਗਏ ਅਖੰਡ ਪਾਠ ਦਾ ਭੋਗ ਬੁਧਵਾਰ ਪਾਇਆ ਗਿਆ। ਤਸਵੀਰ (1) 'ਚ ਹਾਜ਼ਰ ਸੰਗਤਾਂ ਦਾ ਦ੍ਰਿਸ਼ (2) ਅਕਾਲ ਤਖਤ ਸਾਹਿਬ ਦੇ ਜਥੇਦਾਰ ਸਿੰਘ ਸਾਹਿਬ ਪ੍ਰੋ: ਦਰਸ਼ਨ ਸਿੰਘ ਇਸ ਅਵਸਰ ਤੇ ਕੀਰਤਨ ਕਰਦੇ ਹੋਏ। [614,517,935,570]
story5-col2 [612,588,774,808]
